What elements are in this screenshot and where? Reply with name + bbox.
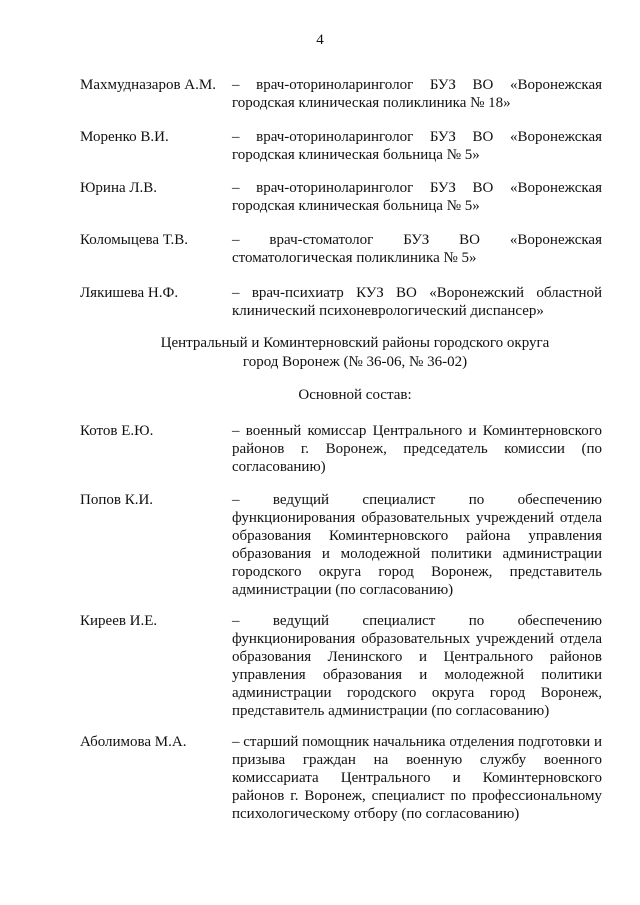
section-title-line2: город Воронеж (№ 36-06, № 36-02) <box>242 354 468 370</box>
entry-description: – врач-психиатр КУЗ ВО «Воронежский областной клинический психоневрологический диспансер» <box>232 285 602 319</box>
entry-description: – врач-оториноларинголог БУЗ ВО «Воронежская городская клиническая больница № 5» <box>232 180 602 214</box>
entry-name: Махмудназаров А.М. <box>80 77 216 93</box>
entry-name: Попов К.И. <box>80 492 154 508</box>
entry-name: Юрина Л.В. <box>80 180 158 196</box>
entry-description: – врач-оториноларинголог БУЗ ВО «Воронежская городская клиническая поликлиника № 18» <box>232 77 602 111</box>
entry-description: – ведущий специалист по обеспечению функционирования образовательных учреждений отдела образования Ленинского и Центрального районов управления образования и молодежной политики администрации городского округа город Воронеж, представитель администрации (по согласованию) <box>232 613 602 719</box>
entry-description: – врач-стоматолог БУЗ ВО «Воронежская стоматологическая поликлиника № 5» <box>232 232 602 266</box>
section-subtitle: Основной состав: <box>298 387 412 403</box>
section-title-line1: Центральный и Коминтерновский районы городского округа <box>160 335 550 351</box>
entry-description: – ведущий специалист по обеспечению функционирования образовательных учреждений отдела образования Коминтерновского района управления образования и молодежной политики администрации городского округа город Воронеж, представитель администрации (по согласованию) <box>232 492 602 598</box>
entry-name: Киреев И.Е. <box>80 613 158 629</box>
entry-description: – старший помощник начальника отделения подготовки и призыва граждан на военную службу военного комиссариата Центрального и Коминтерновского районов г. Воронеж, специалист по профессиональному психологическому отбору (по согласованию) <box>232 734 602 822</box>
entry-description: – военный комиссар Центрального и Коминтерновского районов г. Воронеж, председатель комиссии (по согласованию) <box>232 423 602 475</box>
section-title <box>80 334 630 372</box>
entry-name: Котов Е.Ю. <box>80 423 154 439</box>
entry-name: Коломыцева Т.В. <box>80 232 188 248</box>
entry-name: Аболимова М.А. <box>80 734 187 750</box>
entry-description: – врач-оториноларинголог БУЗ ВО «Воронежская городская клиническая больница № 5» <box>232 129 602 163</box>
page-number: 4 <box>316 32 324 48</box>
entry-name: Моренко В.И. <box>80 129 169 145</box>
entry-name: Лякишева Н.Ф. <box>80 285 179 301</box>
